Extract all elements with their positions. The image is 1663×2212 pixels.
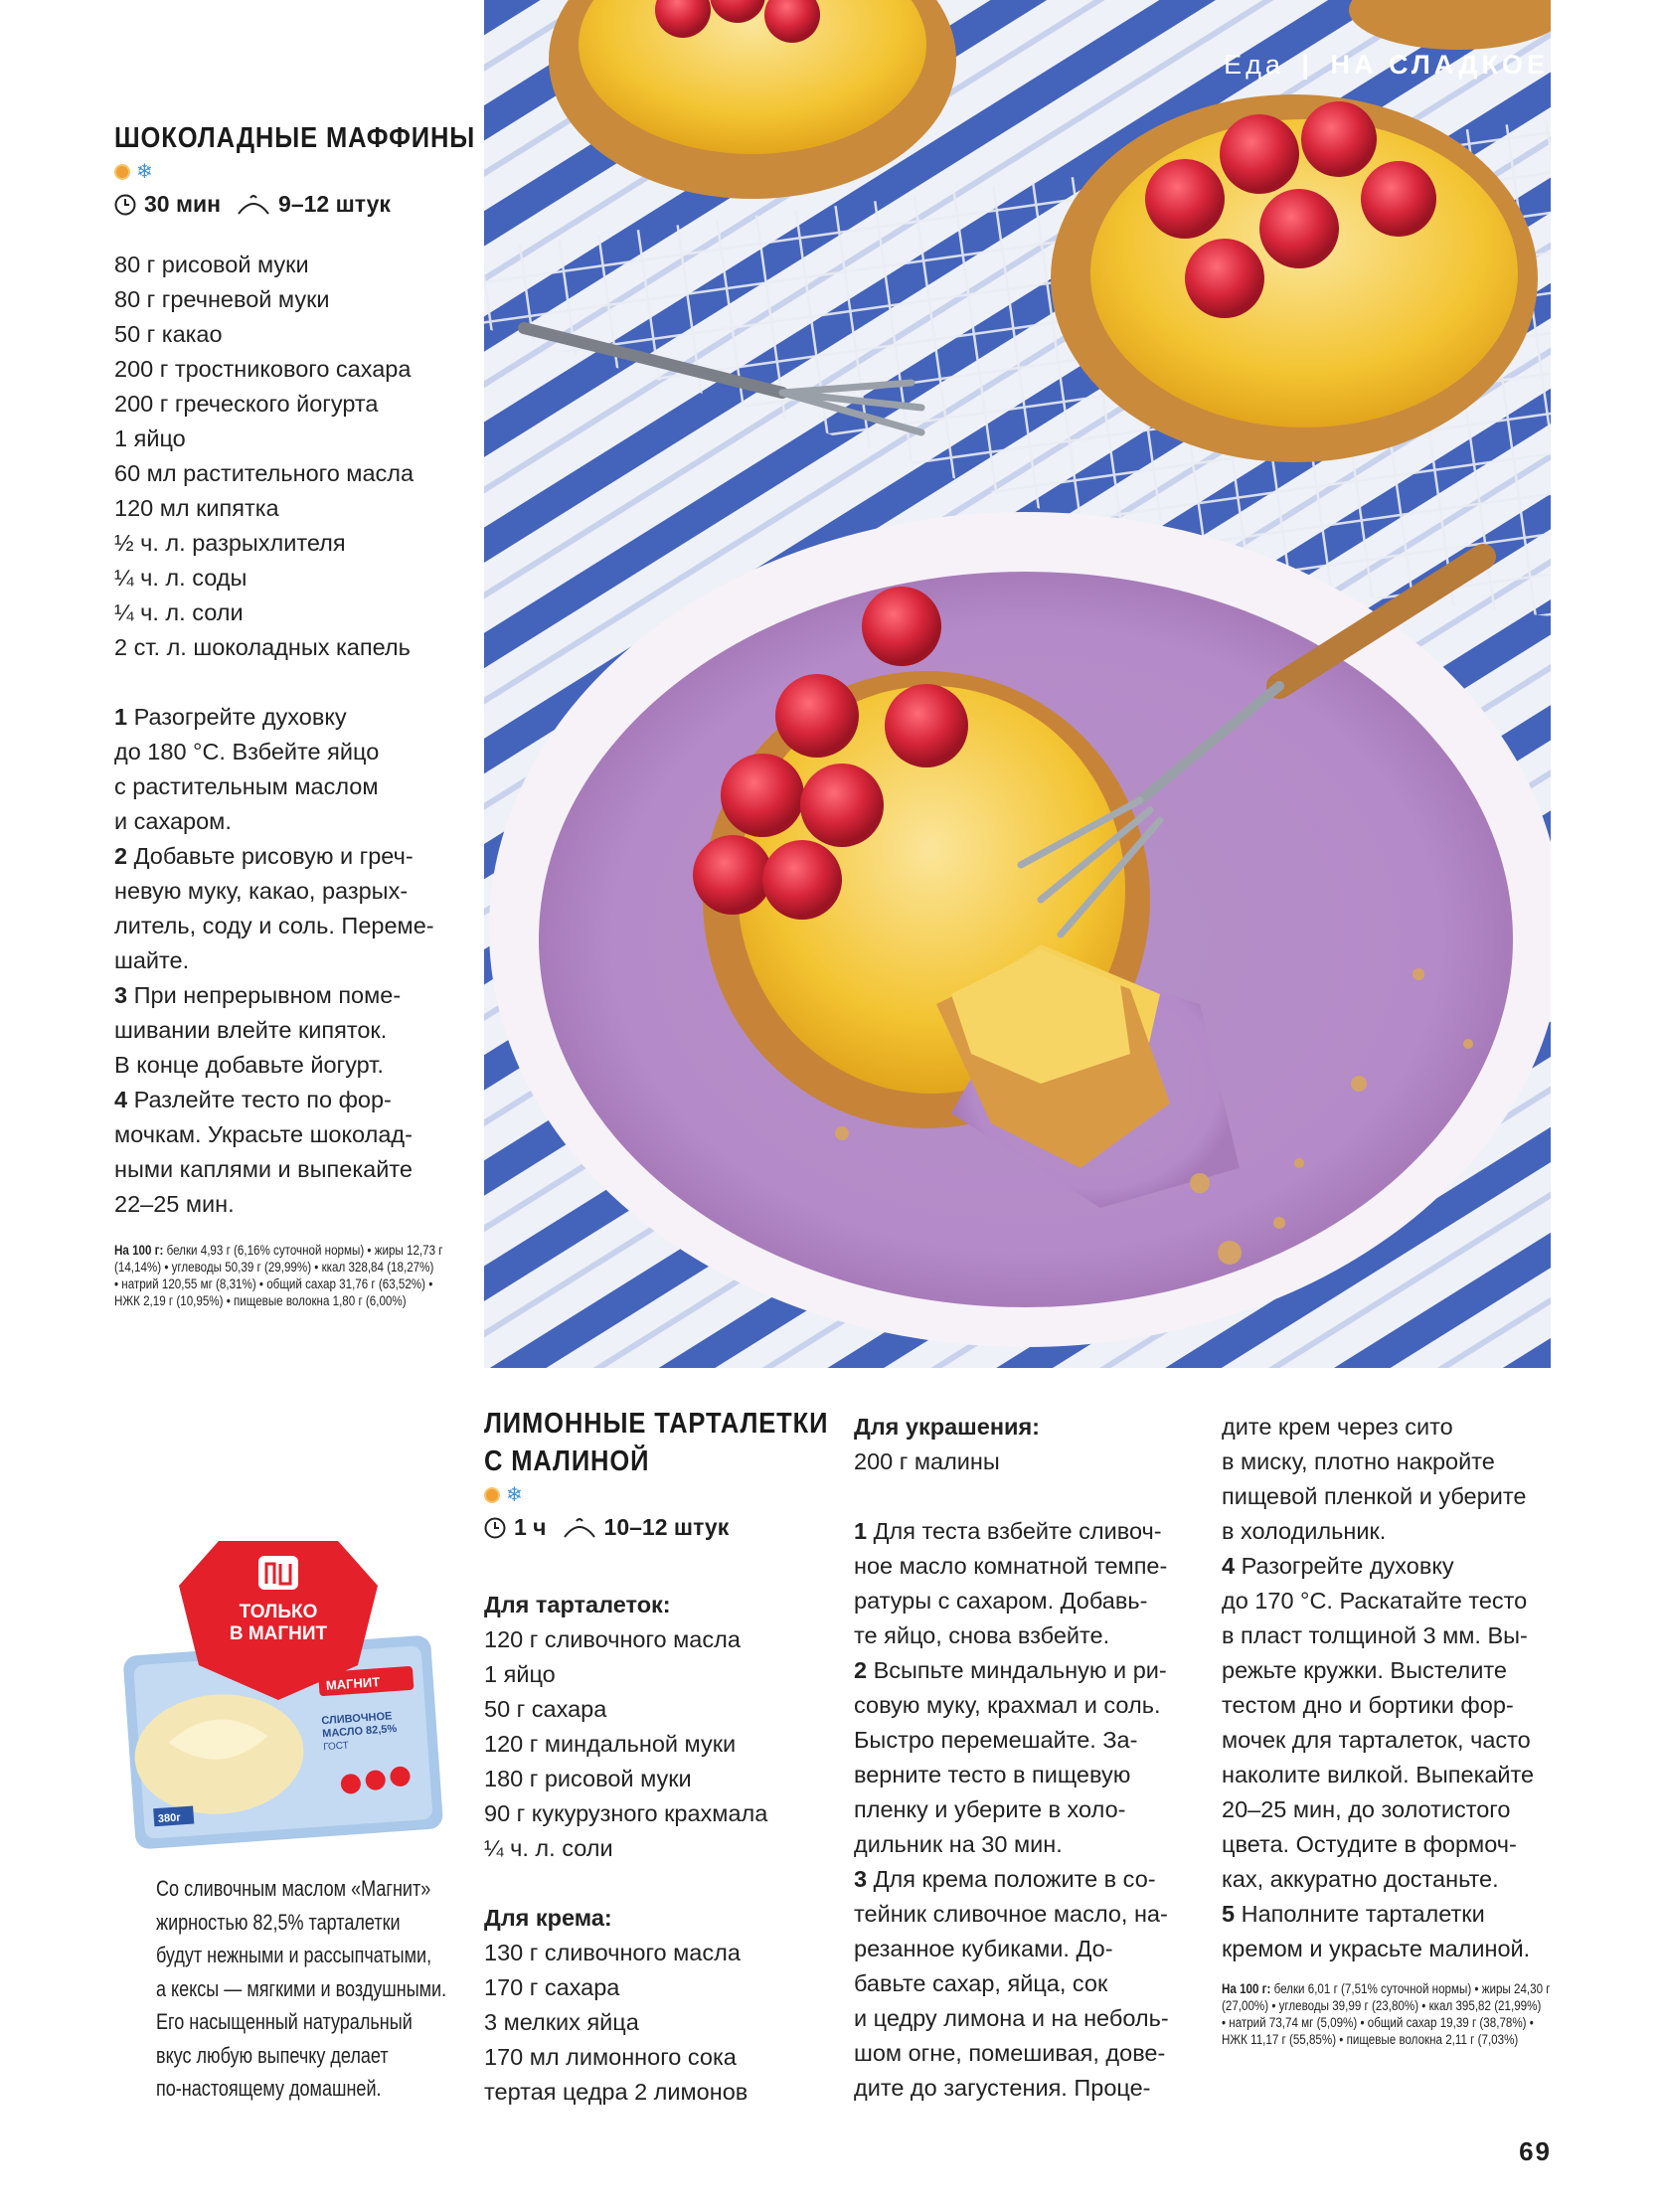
pack-label-line: МАСЛО 82,5% — [321, 1723, 398, 1741]
step-text: режьте кружки. Выстелите — [1222, 1657, 1507, 1683]
section-name: Еда — [1224, 50, 1284, 80]
step-line — [1222, 1618, 1603, 1653]
step-line — [854, 1618, 1169, 1653]
diet-icons — [114, 161, 525, 183]
page-number: 69 — [1519, 2136, 1552, 2166]
ingredient-item: 80 г гречневой муки — [114, 286, 330, 312]
ingredient-item: 200 г греческого йогурта — [114, 391, 379, 417]
step-line — [114, 700, 525, 735]
step-line — [1222, 1897, 1603, 1932]
ingredient-item: 2 ст. л. шоколадных капель — [114, 634, 411, 660]
promo-line: жирностью 82,5% тарталетки — [156, 1909, 401, 1935]
step-text: цвета. Остудите в формоч- — [1222, 1831, 1517, 1857]
step-text: Разогрейте духовку — [1241, 1553, 1454, 1579]
promo-line: будут нежными и рассыпчатыми, — [156, 1943, 432, 1967]
step-line — [854, 1862, 1169, 1897]
nutrition-line: • натрий 73,74 мг (5,09%) • общий сахар 19,39 г (38,78%) • — [1222, 2015, 1534, 2030]
step-line — [1222, 1653, 1603, 1688]
recipe-title: ШОКОЛАДНЫЕ МАФФИНЫ — [114, 122, 476, 154]
step-text: Для крема положите в со- — [873, 1866, 1156, 1892]
recipe-meta — [484, 1514, 876, 1541]
ingredient-item: ¼ ч. л. соли — [484, 1835, 613, 1861]
pack-brand: МАГНИТ — [325, 1674, 381, 1693]
step-text: шайте. — [114, 947, 190, 973]
step-line — [114, 1013, 525, 1048]
ingredient-item: 1 яйцо — [114, 425, 186, 451]
step-number: 3 — [114, 982, 128, 1008]
step-text: в миску, плотно накройте — [1222, 1448, 1495, 1474]
step-number: 2 — [854, 1657, 868, 1683]
step-line — [1222, 1758, 1603, 1792]
recipe-title-line: ЛИМОННЫЕ ТАРТАЛЕТКИ — [484, 1408, 829, 1440]
promo-line: Со сливочным маслом «Магнит» — [156, 1876, 431, 1901]
step-text: дите крем через сито — [1222, 1414, 1453, 1440]
recipe-yield: 10–12 штук — [603, 1514, 730, 1540]
recipe-meta — [114, 191, 525, 218]
step-number: 4 — [114, 1087, 128, 1112]
step-text: наколите вилкой. Выпекайте — [1222, 1762, 1535, 1787]
servings-icon — [563, 1517, 596, 1539]
step-number: 1 — [854, 1518, 868, 1544]
method-steps — [854, 1514, 1169, 2106]
step-line — [854, 1688, 1169, 1723]
promo-line: Его насыщенный натуральный — [156, 2009, 413, 2034]
ingredient-item: 3 мелких яйца — [484, 2009, 639, 2035]
step-line — [854, 1653, 1169, 1688]
recipe-2-column-2 — [854, 1410, 1169, 2106]
nutrition-label: На 100 г: — [1222, 1981, 1271, 1996]
ingredient-item: 1 яйцо — [484, 1661, 556, 1687]
step-line — [1222, 1479, 1603, 1514]
recipe-time: 1 ч — [514, 1514, 547, 1540]
group-heading: Для тарталеток: — [484, 1592, 671, 1617]
step-line — [1222, 1862, 1603, 1897]
ingredient-item: ½ ч. л. разрыхлителя — [114, 530, 346, 556]
clock-icon — [114, 194, 136, 216]
step-line — [1222, 1792, 1603, 1827]
ingredient-item: 120 г сливочного масла — [484, 1626, 741, 1652]
group-heading: Для крема: — [484, 1905, 612, 1931]
nutrition-label: На 100 г: — [114, 1243, 164, 1258]
step-line — [854, 2001, 1169, 2036]
ingredient-item: 50 г какао — [114, 321, 223, 347]
recipe-2-column-3 — [1222, 1410, 1603, 2048]
step-line — [1222, 1410, 1603, 1445]
step-line — [114, 769, 525, 804]
step-line — [854, 1827, 1169, 1862]
step-line — [114, 839, 525, 874]
promo-line: вкус любую выпечку делает — [156, 2042, 389, 2068]
promo-product-image — [109, 1536, 457, 1854]
step-line — [114, 1083, 525, 1117]
recipe-time: 30 мин — [144, 191, 222, 217]
nutrition-line: белки 6,01 г (7,51% суточной нормы) • жиры 24,30 г — [1270, 1981, 1551, 1996]
nutrition-line: белки 4,93 г (6,16% суточной нормы) • жиры 12,73 г — [163, 1243, 443, 1258]
servings-icon — [237, 194, 270, 216]
pack-label-line: СЛИВОЧНОЕ — [321, 1710, 393, 1728]
step-line — [854, 1584, 1169, 1618]
step-text: мочкам. Украсьте шоколад- — [114, 1121, 413, 1147]
gluten-free-icon — [484, 1487, 500, 1503]
pack-label-line: ГОСТ — [322, 1740, 350, 1754]
promo-line: по-настоящему домашней. — [156, 2076, 382, 2101]
step-text: 22–25 мин. — [114, 1191, 235, 1217]
clock-icon — [484, 1517, 506, 1539]
step-line — [1222, 1584, 1603, 1618]
step-text: тестом дно и бортики фор- — [1222, 1692, 1514, 1718]
promo-text — [156, 1872, 447, 2106]
nutrition-info — [114, 1242, 467, 1309]
step-line — [854, 1792, 1169, 1827]
step-line — [114, 735, 525, 769]
tartlet-top-right — [1051, 94, 1538, 462]
step-text: дите до загустения. Проце- — [854, 2075, 1151, 2101]
step-text: ках, аккуратно достаньте. — [1222, 1866, 1499, 1892]
ingredients-tartlets — [484, 1588, 767, 2110]
ingredient-item: тертая цедра 2 лимонов — [484, 2079, 748, 2105]
promo-line: а кексы — мягкими и воздушными. — [156, 1975, 447, 2001]
step-text: и цедру лимона и на неболь- — [854, 2005, 1169, 2031]
ingredient-item: 120 г миндальной муки — [484, 1731, 737, 1757]
step-text: Добавьте рисовую и греч- — [133, 843, 414, 869]
ingredient-item: 50 г сахара — [484, 1696, 607, 1722]
diet-icons — [484, 1484, 876, 1506]
recipe-yield: 9–12 штук — [278, 191, 391, 217]
nutrition-line: • натрий 120,55 мг (8,31%) • общий сахар 31,76 г (63,52%) • — [114, 1276, 433, 1291]
step-line — [114, 804, 525, 839]
step-text: тейник сливочное масло, на- — [854, 1901, 1168, 1927]
step-text: ными каплями и выпекайте — [114, 1156, 413, 1182]
ingredient-item: 120 мл кипятка — [114, 495, 279, 521]
ingredient-item: ¼ ч. л. соды — [114, 565, 248, 591]
step-number: 2 — [114, 843, 128, 869]
badge-line: В МАГНИТ — [229, 1623, 328, 1644]
ingredient-item: 60 мл растительного масла — [114, 460, 415, 486]
section-separator: | — [1301, 50, 1313, 80]
nutrition-line: (27,00%) • углеводы 39,99 г (23,80%) • ккал 395,82 (21,99%) — [1222, 1998, 1542, 2013]
step-text: совую муку, крахмал и соль. — [854, 1692, 1161, 1718]
step-line — [1222, 1932, 1603, 1966]
ingredient-item: 90 г кукурузного крахмала — [484, 1800, 768, 1826]
gluten-free-icon — [114, 164, 130, 180]
step-text: пленку и уберите в холо- — [854, 1796, 1126, 1822]
step-number: 3 — [854, 1866, 868, 1892]
step-line — [114, 1117, 525, 1152]
step-line — [1222, 1723, 1603, 1758]
step-line — [854, 2071, 1169, 2106]
step-text: бавьте сахар, яйца, сок — [854, 1970, 1108, 1996]
step-text: с растительным маслом — [114, 773, 379, 799]
ingredient-group — [484, 1936, 767, 2110]
ingredient-item: 80 г рисовой муки — [114, 252, 309, 277]
recipe-1 — [114, 119, 525, 1309]
step-line — [114, 978, 525, 1013]
step-line — [854, 1514, 1169, 1549]
step-text: В конце добавьте йогурт. — [114, 1052, 384, 1078]
step-line — [114, 1187, 525, 1222]
badge-line: ТОЛЬКО — [239, 1602, 318, 1622]
group-heading: Для украшения: — [854, 1414, 1041, 1440]
step-text: до 180 °С. Взбейте яйцо — [114, 739, 380, 765]
ingredient-item: 200 г малины — [854, 1448, 1000, 1474]
freezer-icon: ❄ — [506, 1484, 523, 1506]
step-line — [114, 1048, 525, 1083]
freezer-icon: ❄ — [136, 161, 153, 183]
step-text: дильник на 30 мин. — [854, 1831, 1063, 1857]
ingredient-item: 170 г сахара — [484, 1974, 620, 2000]
step-text: в холодильник. — [1222, 1518, 1387, 1544]
method-steps — [1222, 1410, 1603, 1966]
ingredient-group — [854, 1445, 1169, 1479]
section-header — [1224, 50, 1549, 81]
step-line — [114, 1152, 525, 1187]
pack-weight: 380г — [157, 1811, 182, 1825]
nutrition-line: НЖК 11,17 г (55,85%) • пищевые волокна 2,11 г (7,03%) — [1222, 2032, 1519, 2047]
step-text: Быстро перемешайте. За- — [854, 1727, 1138, 1753]
step-number: 1 — [114, 704, 128, 730]
nutrition-info — [1222, 1980, 1551, 2048]
step-text: ное масло комнатной темпе- — [854, 1553, 1168, 1579]
step-line — [854, 2036, 1169, 2071]
step-line — [854, 1549, 1169, 1584]
step-text: в пласт толщиной 3 мм. Вы- — [1222, 1622, 1528, 1648]
step-text: Разлейте тесто по фор- — [133, 1087, 392, 1112]
subsection-name: НА СЛАДКОЕ — [1330, 50, 1549, 80]
step-text: Разогрейте духовку — [133, 704, 347, 730]
step-text: 20–25 мин, до золотистого — [1222, 1796, 1511, 1822]
step-line — [854, 1966, 1169, 2001]
step-line — [854, 1932, 1169, 1966]
step-text: кремом и украсьте малиной. — [1222, 1936, 1531, 1961]
step-text: шом огне, помешивая, дове- — [854, 2040, 1166, 2066]
step-line — [1222, 1688, 1603, 1723]
step-number: 5 — [1222, 1901, 1236, 1927]
step-text: Для теста взбейте сливоч- — [873, 1518, 1162, 1544]
step-line — [114, 909, 525, 943]
step-text: невую муку, какао, разрых- — [114, 878, 409, 904]
step-text: Наполните тарталетки — [1241, 1901, 1485, 1927]
method-steps — [114, 700, 525, 1222]
nutrition-line: (14,14%) • углеводы 50,39 г (29,99%) • ккал 328,84 (18,27%) — [114, 1260, 434, 1275]
ingredients-list — [114, 248, 525, 665]
recipe-title-line: С МАЛИНОЙ — [484, 1446, 650, 1477]
recipe-2-header — [484, 1405, 876, 1541]
ingredient-item: 200 г тростникового сахара — [114, 356, 412, 382]
ingredient-item: 180 г рисовой муки — [484, 1766, 692, 1791]
step-line — [114, 874, 525, 909]
step-text: При непрерывном поме- — [133, 982, 402, 1008]
step-text: Всыпьте миндальную и ри- — [873, 1657, 1167, 1683]
step-line — [1222, 1549, 1603, 1584]
ingredient-item: 130 г сливочного масла — [484, 1940, 741, 1965]
step-text: шивании влейте кипяток. — [114, 1017, 388, 1043]
ingredient-group — [484, 1622, 767, 1866]
step-text: литель, соду и соль. Переме- — [114, 913, 434, 938]
step-line — [1222, 1827, 1603, 1862]
step-text: резанное кубиками. До- — [854, 1936, 1113, 1961]
hero-photo — [484, 0, 1551, 1368]
step-line — [854, 1897, 1169, 1932]
step-text: мочек для тарталеток, часто — [1222, 1727, 1531, 1753]
step-number: 4 — [1222, 1553, 1236, 1579]
step-text: те яйцо, снова взбейте. — [854, 1622, 1110, 1648]
step-line — [854, 1723, 1169, 1758]
step-text: и сахаром. — [114, 808, 232, 834]
step-text: пищевой пленкой и уберите — [1222, 1483, 1527, 1509]
nutrition-line: НЖК 2,19 г (10,95%) • пищевые волокна 1,80 г (6,00%) — [114, 1293, 407, 1308]
step-line — [1222, 1445, 1603, 1479]
step-line — [1222, 1514, 1603, 1549]
ingredient-item: ¼ ч. л. соли — [114, 599, 244, 625]
step-text: ратуры с сахаром. Добавь- — [854, 1588, 1148, 1614]
step-text: верните тесто в пищевую — [854, 1762, 1131, 1787]
step-line — [114, 943, 525, 978]
step-line — [854, 1758, 1169, 1792]
step-text: до 170 °С. Раскатайте тесто — [1222, 1588, 1528, 1614]
ingredient-item: 170 мл лимонного сока — [484, 2044, 737, 2070]
